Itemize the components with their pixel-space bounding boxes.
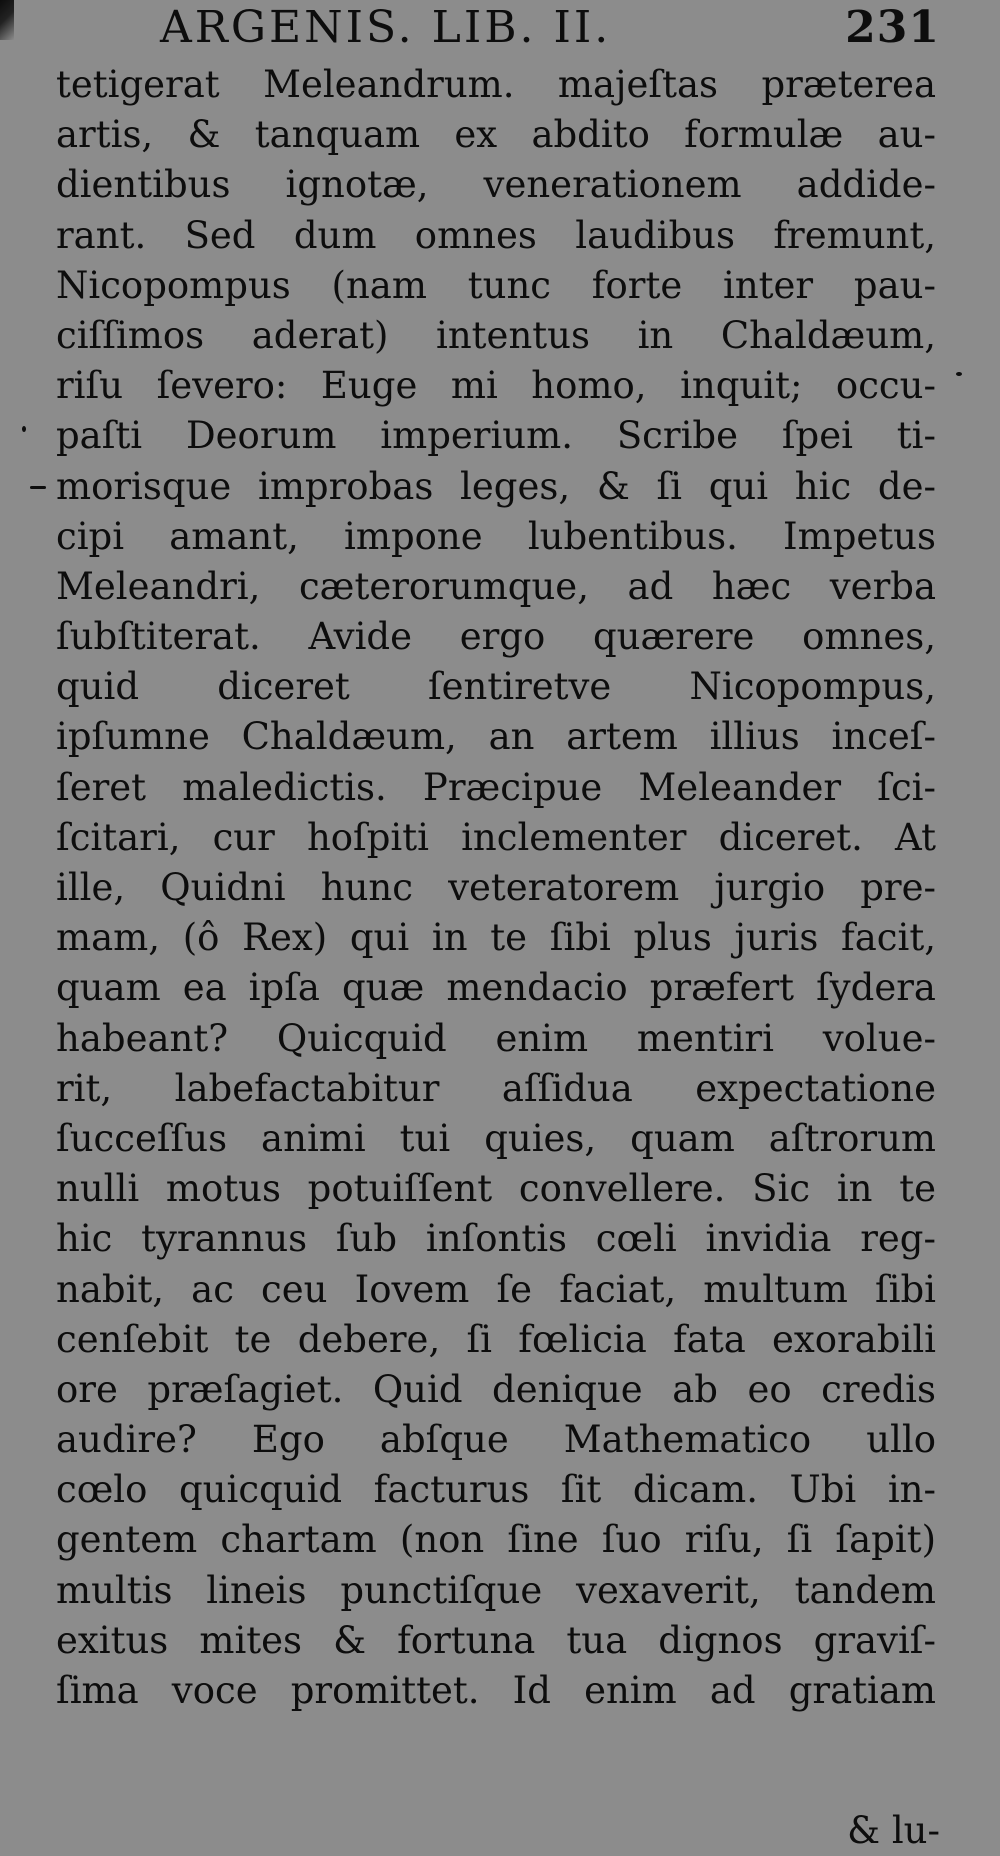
text-line: ſcitari, cur hoſpiti inclementer diceret. At — [56, 815, 936, 859]
running-title: ARGENIS. LIB. II. — [160, 2, 612, 53]
text-line: tetigerat Meleandrum. majeſtas præterea — [56, 63, 936, 106]
text-line: riſu ſevero: Euge mi homo, inquit; occu- — [56, 364, 936, 408]
text-line: ſubſtiterat. Avide ergo quærere omnes, — [56, 615, 936, 659]
body-text — [56, 60, 936, 1716]
text-line: ciſſimos aderat) intentus in Chaldæum, — [56, 313, 936, 357]
text-line: quid diceret ſentiretve Nicopompus, — [56, 665, 936, 709]
text-line: rant. Sed dum omnes laudibus fremunt, — [56, 213, 936, 257]
ink-speck — [956, 372, 962, 376]
ink-speck — [30, 486, 46, 489]
text-line: paſti Deorum imperium. Scribe ſpei ti- — [56, 414, 936, 458]
page-number: 231 — [845, 2, 940, 53]
page-edge-shadow — [0, 0, 14, 40]
text-line: ſucceſſus animi tui quies, quam aſtrorum — [56, 1116, 936, 1160]
text-line: cœlo quicquid facturus ſit dicam. Ubi in- — [56, 1468, 936, 1512]
text-line: gentem chartam (non ſine ſuo riſu, ſi ſapit) — [56, 1518, 936, 1562]
text-line: multis lineis punctiſque vexaverit, tandem — [56, 1568, 936, 1612]
catchword: & lu- — [847, 1809, 940, 1852]
text-line: Nicopompus (nam tunc forte inter pau- — [56, 263, 936, 307]
text-line: Meleandri, cæterorumque, ad hæc verba — [56, 564, 936, 608]
text-line: morisque improbas leges, & ſi qui hic de- — [56, 464, 936, 508]
text-line: audire? Ego abſque Mathematico ullo — [56, 1418, 936, 1462]
text-line: artis, & tanquam ex abdito formulæ au- — [56, 113, 936, 157]
text-line: quam ea ipſa quæ mendacio præfert ſydera — [56, 966, 936, 1010]
text-line: ſima voce promittet. Id enim ad gratiam — [56, 1669, 936, 1712]
text-line: ipſumne Chaldæum, an artem illius inceſ- — [56, 715, 936, 759]
text-line: exitus mites & fortuna tua dignos graviſ- — [56, 1618, 936, 1662]
text-line: hic tyrannus ſub inſontis cœli invidia reg- — [56, 1217, 936, 1261]
running-header — [160, 0, 940, 56]
text-line: cenſebit te debere, ſi fœlicia fata exorabili — [56, 1317, 936, 1361]
text-line: ore præſagiet. Quid denique ab eo credis — [56, 1367, 936, 1411]
text-line: cipi amant, impone lubentibus. Impetus — [56, 514, 936, 558]
text-line: ille, Quidni hunc veteratorem jurgio pre- — [56, 866, 936, 909]
ink-speck — [22, 426, 26, 432]
text-line: habeant? Quicquid enim mentiri volue- — [56, 1016, 936, 1060]
text-line: rit, labefactabitur aſſidua expectatione — [56, 1066, 936, 1110]
text-line: nabit, ac ceu Iovem ſe faciat, multum ſibi — [56, 1267, 936, 1311]
text-line: dientibus ignotæ, venerationem addide- — [56, 163, 936, 207]
text-line: nulli motus potuiſſent convellere. Sic in te — [56, 1167, 936, 1211]
text-line: ſeret maledictis. Præcipue Meleander ſci- — [56, 765, 936, 809]
text-line: mam, (ô Rex) qui in te ſibi plus juris facit, — [56, 916, 936, 960]
